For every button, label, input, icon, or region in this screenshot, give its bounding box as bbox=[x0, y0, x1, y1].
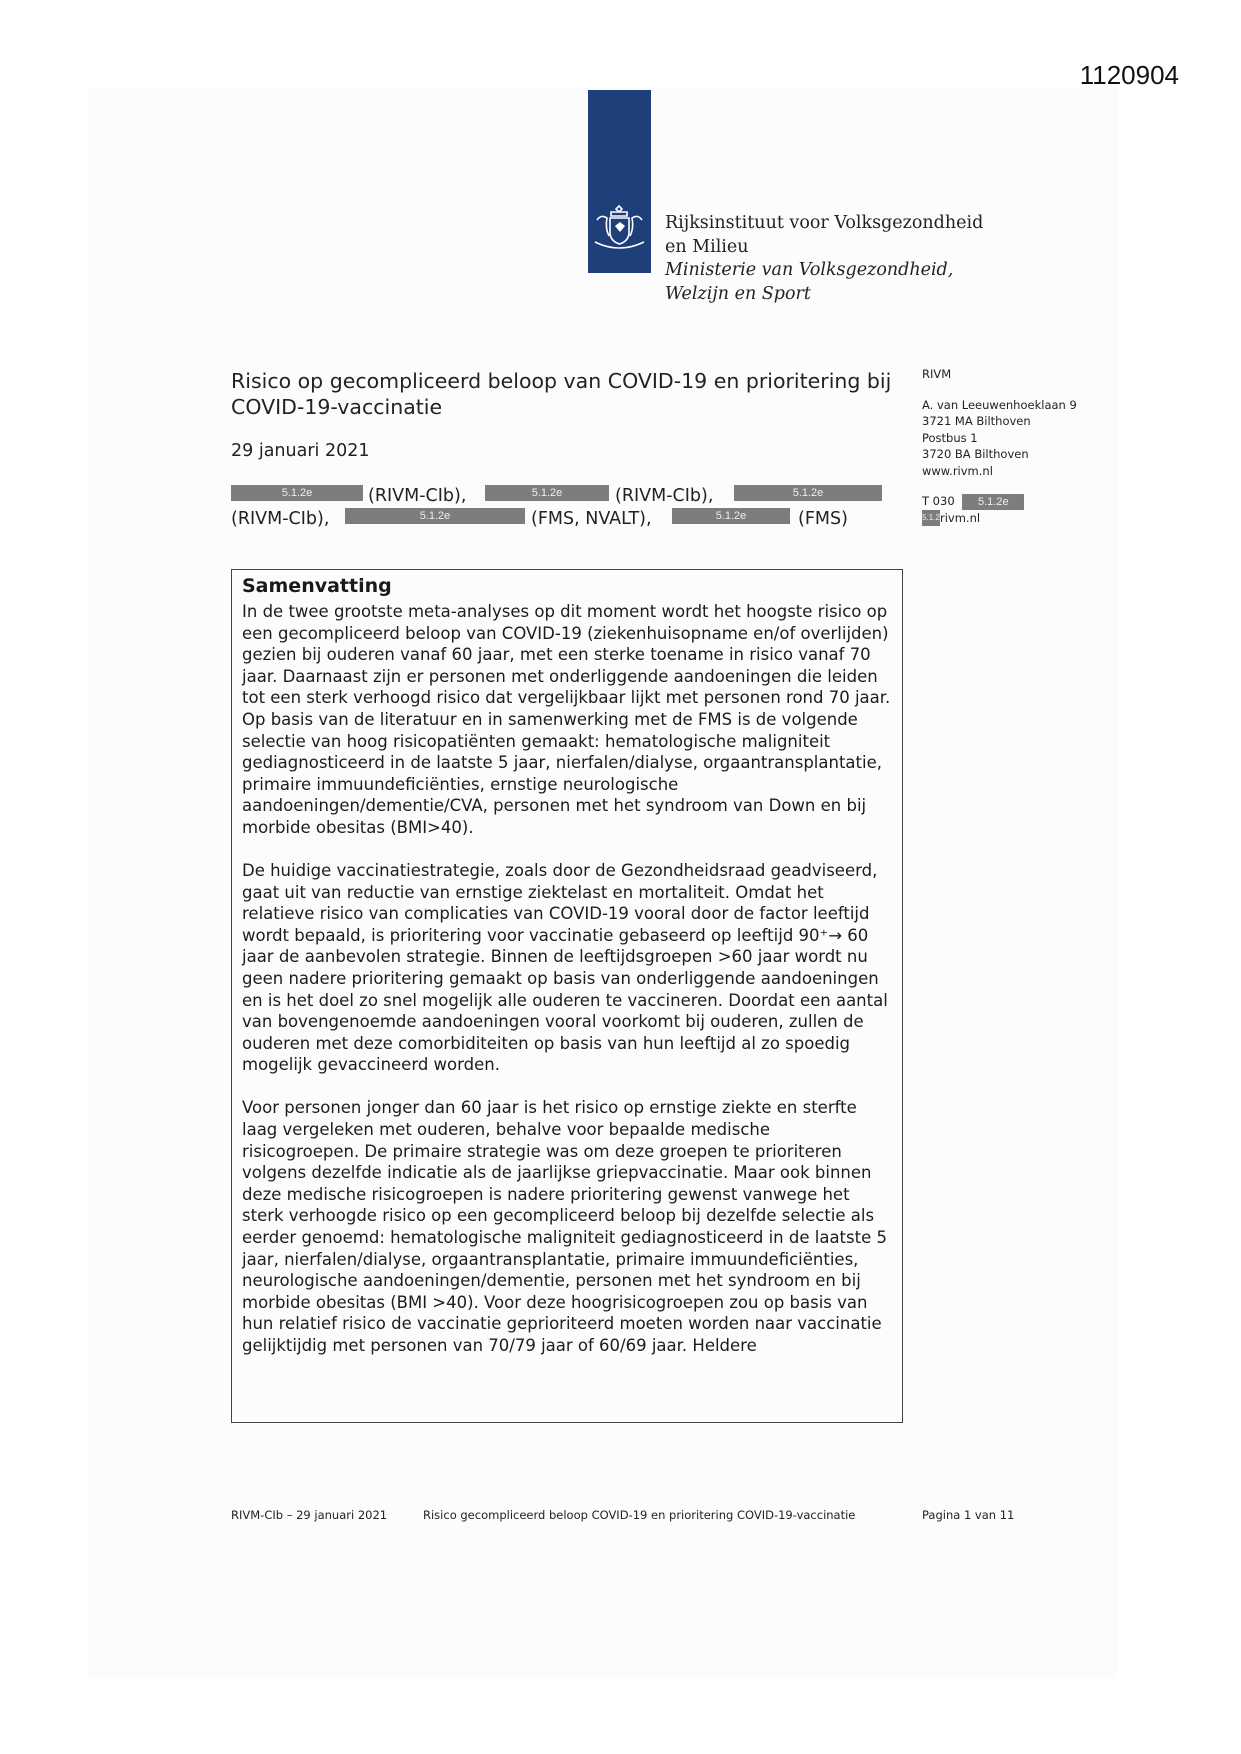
author-affiliation: (RIVM-CIb), bbox=[368, 486, 467, 506]
footer-left: RIVM-CIb – 29 januari 2021 bbox=[231, 1508, 388, 1522]
authors-block bbox=[231, 485, 891, 531]
page-number: Pagina 1 van 11 bbox=[922, 1508, 1015, 1522]
summary-paragraph: De huidige vaccinatiestrategie, zoals door de Gezondheidsraad geadviseerd, gaat uit van reductie van ernstige ziektelast en mortaliteit. Omdat het relatieve risico van complicaties van COVID-19 vooral door de factor leeftijd wordt bepaald, is prioritering voor vaccinatie gebaseerd op leeftijd 90⁺→ 60 jaar de aanbevolen strategie. Binnen de leeftijdsgroepen >60 jaar wordt nu geen nadere prioritering gemaakt op basis van onderliggende aandoeningen en is het doel zo snel mogelijk alle ouderen te vaccineren. Doordat een aantal van bovengenoemde aandoeningen vooral voorkomt bij ouderen, zullen de ouderen met deze comorbiditeiten op basis van hun leeftijd al zo spoedig mogelijk gevaccineerd worden. bbox=[242, 861, 888, 1075]
logo-line-4: Welzijn en Sport bbox=[665, 283, 811, 304]
document-date: 29 januari 2021 bbox=[231, 441, 370, 461]
sidebar-address-2: 3721 MA Bilthoven bbox=[922, 414, 1031, 428]
summary-box bbox=[231, 569, 903, 1423]
redaction-box: 5.1.2e bbox=[672, 508, 790, 524]
authors-line-1 bbox=[231, 485, 891, 508]
logo-line-2: en Milieu bbox=[665, 236, 749, 257]
author-affiliation: (FMS, NVALT), bbox=[531, 509, 652, 529]
author-affiliation: (RIVM-CIb), bbox=[615, 486, 714, 506]
sidebar-org: RIVM bbox=[922, 367, 952, 381]
redaction-box: 5.1.2e bbox=[734, 485, 882, 501]
summary-paragraph: Voor personen jonger dan 60 jaar is het risico op ernstige ziekte en sterfte laag vergeleken met ouderen, behalve voor bepaalde medische risicogroepen. De primaire strategie was om deze groepen te prioriteren volgens dezelfde indicatie als de jaarlijkse griepvaccinatie. Maar ook binnen deze medische risicogroepen is nadere prioritering gewenst vanwege het sterk verhoogde risico op een gecompliceerd beloop bij dezelfde selectie als eerder genoemd: hematologische maligniteit gediagnosticeerd in de laatste 5 jaar, nierfalen/dialyse, orgaantransplantatie, primaire immuundeficiënties, neurologische aandoeningen/dementie, personen met het syndroom en bij morbide obesitas (BMI >40). Voor deze hoogrisicogroepen zou op basis van hun relatief risico de vaccinatie geprioriteerd moeten worden naar vaccinatie gelijktijdig met personen van 70/79 jaar of 60/69 jaar. Heldere bbox=[242, 1098, 887, 1355]
summary-paragraph: In de twee grootste meta-analyses op dit moment wordt het hoogste risico op een gecompliceerd beloop van COVID-19 (ziekenhuisopname en/of overlijden) gezien bij ouderen vanaf 60 jaar, met een sterke toename in risico vanaf 70 jaar. Daarnaast zijn er personen met onderliggende aandoeningen die leiden tot een sterk verhoogd risico dat vergelijkbaar lijkt met personen rond 70 jaar. Op basis van de literatuur en in samenwerking met de FMS is de volgende selectie van hoog risicopatiënten gemaakt: hematologische maligniteit gediagnosticeerd in de laatste 5 jaar, nierfalen/dialyse, orgaantransplantatie, primaire immuundeficiënties, ernstige neurologische aandoeningen/dementie/CVA, personen met het syndroom van Down en bij morbide obesitas (BMI>40). bbox=[242, 602, 891, 837]
redaction-box: 5.1.2 bbox=[922, 510, 940, 526]
authors-line-2 bbox=[231, 508, 891, 531]
sidebar-postal: 3720 BA Bilthoven bbox=[922, 447, 1029, 461]
sidebar-postbus: Postbus 1 bbox=[922, 430, 978, 445]
sidebar-address-1: A. van Leeuwenhoeklaan 9 bbox=[922, 397, 1077, 412]
redaction-box: 5.1.2e bbox=[231, 485, 363, 501]
logo-text bbox=[665, 212, 983, 306]
author-affiliation: (RIVM-CIb), bbox=[231, 509, 330, 529]
logo-bar bbox=[588, 90, 651, 273]
redaction-box: 5.1.2e bbox=[345, 508, 525, 524]
sidebar-email bbox=[922, 510, 1102, 527]
redaction-box: 5.1.2e bbox=[962, 494, 1024, 510]
document-number: 1120904 bbox=[1079, 60, 1179, 90]
sidebar-phone bbox=[922, 493, 1102, 510]
logo-line-3: Ministerie van Volksgezondheid, bbox=[665, 260, 954, 280]
email-suffix: rivm.nl bbox=[940, 510, 981, 525]
footer-center: Risico gecompliceerd beloop COVID-19 en prioritering COVID-19-vaccinatie bbox=[423, 1508, 856, 1522]
logo-line-1: Rijksinstituut voor Volksgezondheid bbox=[665, 213, 984, 233]
sidebar-website[interactable]: www.rivm.nl bbox=[922, 463, 993, 478]
colofon-sidebar bbox=[922, 366, 1102, 526]
document-title: Risico op gecompliceerd beloop van COVID-19 en prioritering bij COVID-19-vaccinatie bbox=[231, 369, 892, 419]
redaction-box: 5.1.2e bbox=[485, 485, 609, 501]
coat-of-arms-icon bbox=[591, 202, 648, 254]
phone-prefix: T 030 bbox=[922, 494, 955, 508]
summary-heading: Samenvatting bbox=[242, 575, 392, 597]
author-affiliation: (FMS) bbox=[798, 509, 848, 529]
